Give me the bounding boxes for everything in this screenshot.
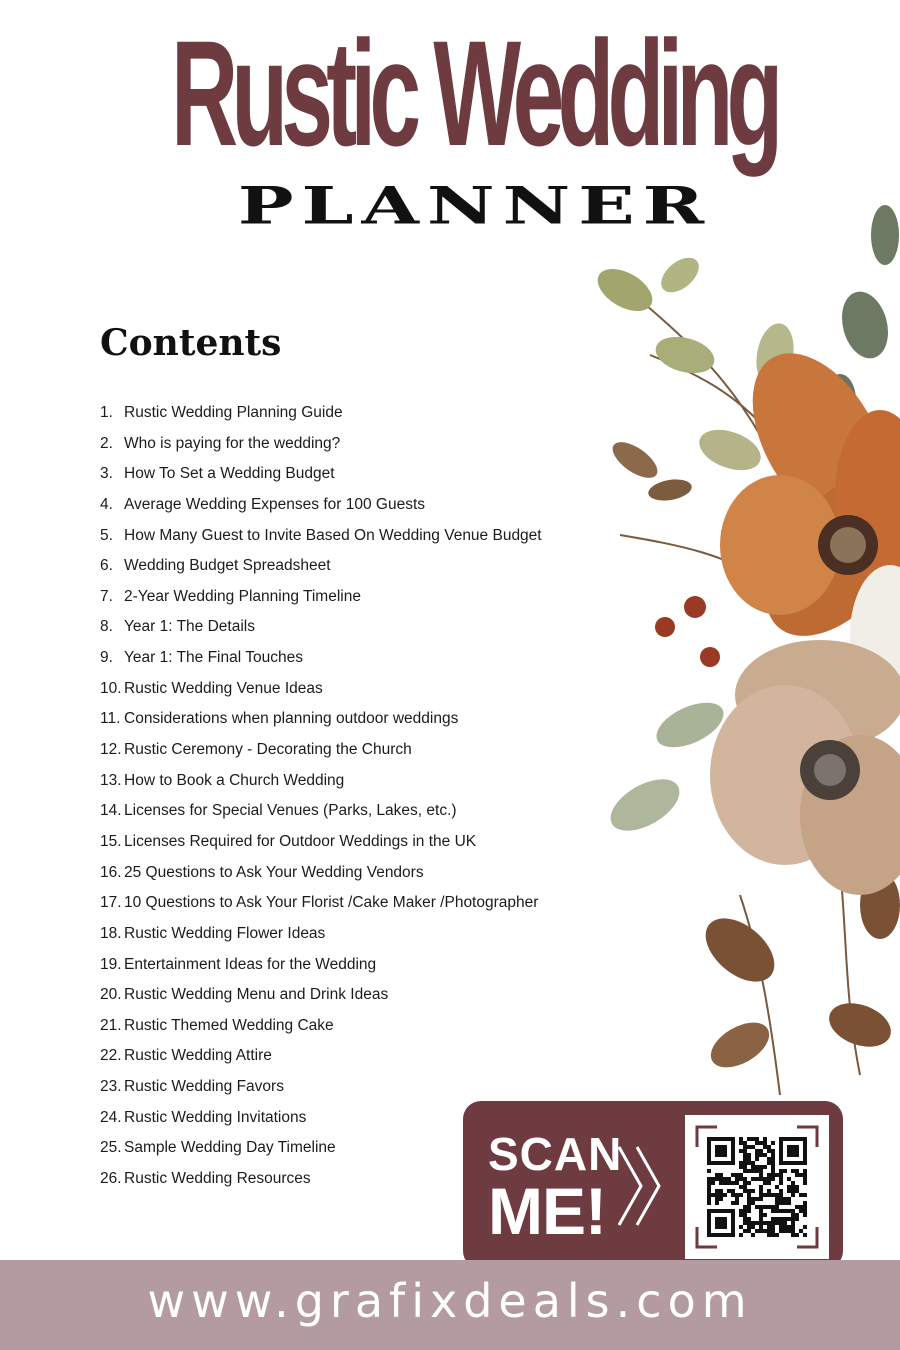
toc-item-label: How Many Guest to Invite Based On Wedding Venue Budget — [124, 526, 542, 544]
toc-item-label: Licenses Required for Outdoor Weddings in the UK — [124, 832, 477, 850]
toc-item-number: 7. — [100, 587, 113, 605]
toc-item-number: 12. — [100, 741, 122, 759]
toc-item-label: Rustic Wedding Favors — [124, 1078, 284, 1096]
qr-code-icon[interactable] — [685, 1115, 829, 1259]
toc-item-number: 17. — [100, 894, 122, 912]
toc-item — [100, 674, 542, 705]
toc-item-number: 4. — [100, 495, 113, 513]
me-text: ME! — [488, 1174, 606, 1248]
toc-item-number: 11. — [100, 710, 121, 728]
toc-item-number: 6. — [100, 557, 113, 575]
toc-item — [100, 796, 542, 827]
page-title: Rustic Wedding — [171, 9, 777, 177]
toc-item-number: 21. — [100, 1016, 122, 1034]
toc-item-number: 1. — [100, 404, 113, 421]
floral-illustration — [590, 195, 900, 1125]
toc-item-label: How To Set a Wedding Budget — [124, 465, 335, 483]
toc-item — [100, 950, 542, 981]
toc-item-number: 20. — [100, 986, 122, 1004]
toc-item-label: Sample Wedding Day Timeline — [124, 1139, 336, 1157]
toc-item-label: Considerations when planning outdoor weddings — [124, 710, 459, 728]
toc-item-number: 15. — [100, 832, 122, 850]
toc-item — [100, 429, 542, 460]
toc-item — [100, 888, 542, 919]
toc-item-number: 25. — [100, 1139, 122, 1157]
toc-item-label: 25 Questions to Ask Your Wedding Vendors — [124, 863, 424, 881]
toc-item-number: 18. — [100, 924, 122, 942]
toc-item-label: How to Book a Church Wedding — [124, 771, 345, 789]
toc-item-label: Who is paying for the wedding? — [124, 434, 341, 452]
footer-bar — [0, 1260, 900, 1350]
toc-item-number: 26. — [100, 1170, 122, 1188]
page-subtitle: PLANNER — [237, 175, 713, 237]
toc-item — [100, 858, 542, 889]
toc-item-number: 14. — [100, 802, 122, 820]
toc-item-number: 16. — [100, 863, 122, 881]
toc-item — [100, 521, 542, 552]
toc-item — [100, 919, 542, 950]
toc-item-label: Licenses for Special Venues (Parks, Lakes, etc.) — [124, 802, 457, 820]
toc-item-label: Rustic Wedding Attire — [124, 1047, 272, 1065]
toc-item-label: Rustic Wedding Resources — [124, 1170, 311, 1188]
toc-item — [100, 582, 542, 613]
toc-item-number: 10. — [100, 679, 122, 697]
toc-item — [100, 980, 542, 1011]
toc-item — [100, 612, 542, 643]
toc-item-label: Rustic Wedding Venue Ideas — [124, 679, 323, 697]
toc-item-number: 2. — [100, 434, 113, 452]
toc-item-number: 9. — [100, 649, 113, 667]
qr-modules — [707, 1137, 807, 1237]
toc-item-number: 13. — [100, 771, 122, 789]
toc-item — [100, 735, 542, 766]
toc-item — [100, 551, 542, 582]
website-url[interactable]: www.grafixdeals.com — [147, 1274, 753, 1328]
toc-item-label: Year 1: The Details — [124, 618, 255, 636]
toc-item-label: Rustic Wedding Planning Guide — [124, 404, 343, 421]
toc-item — [100, 766, 542, 797]
toc-item-number: 5. — [100, 526, 113, 544]
toc-item-label: Average Wedding Expenses for 100 Guests — [124, 495, 426, 513]
toc-item — [100, 1072, 542, 1103]
toc-item-label: Year 1: The Final Touches — [124, 649, 303, 667]
toc-item — [100, 827, 542, 858]
toc-item — [100, 1041, 542, 1072]
scan-me-label — [488, 1128, 623, 1248]
qr-code-graphic — [685, 1115, 829, 1259]
contents-heading: Contents — [100, 322, 282, 364]
toc-item — [100, 704, 542, 735]
toc-item-label: Rustic Themed Wedding Cake — [124, 1016, 334, 1034]
table-of-contents — [100, 398, 542, 1195]
toc-item-label: Rustic Wedding Invitations — [124, 1108, 307, 1126]
toc-item-label: Entertainment Ideas for the Wedding — [124, 955, 377, 973]
berries — [655, 596, 720, 667]
toc-item-number: 3. — [100, 465, 113, 483]
scan-me-panel[interactable] — [463, 1101, 843, 1269]
toc-item — [100, 643, 542, 674]
toc-item-label: 10 Questions to Ask Your Florist /Cake Maker /Photographer — [124, 894, 539, 912]
toc-item-label: 2-Year Wedding Planning Timeline — [124, 587, 361, 605]
toc-item-label: Rustic Wedding Flower Ideas — [124, 924, 326, 942]
toc-item-label: Wedding Budget Spreadsheet — [124, 557, 331, 575]
scan-text: SCAN — [488, 1128, 623, 1180]
toc-item-label: Rustic Ceremony - Decorating the Church — [124, 741, 412, 759]
toc-item — [100, 490, 542, 521]
toc-item-number: 23. — [100, 1078, 122, 1096]
toc-item-number: 24. — [100, 1108, 122, 1126]
toc-item-number: 8. — [100, 618, 113, 636]
toc-item — [100, 459, 542, 490]
toc-item — [100, 1011, 542, 1042]
chevrons-right-icon — [613, 1141, 665, 1231]
toc-item-number: 19. — [100, 955, 122, 973]
toc-item — [100, 398, 542, 429]
toc-item-number: 22. — [100, 1047, 122, 1065]
toc-item-label: Rustic Wedding Menu and Drink Ideas — [124, 986, 389, 1004]
beige-flower — [710, 640, 900, 895]
